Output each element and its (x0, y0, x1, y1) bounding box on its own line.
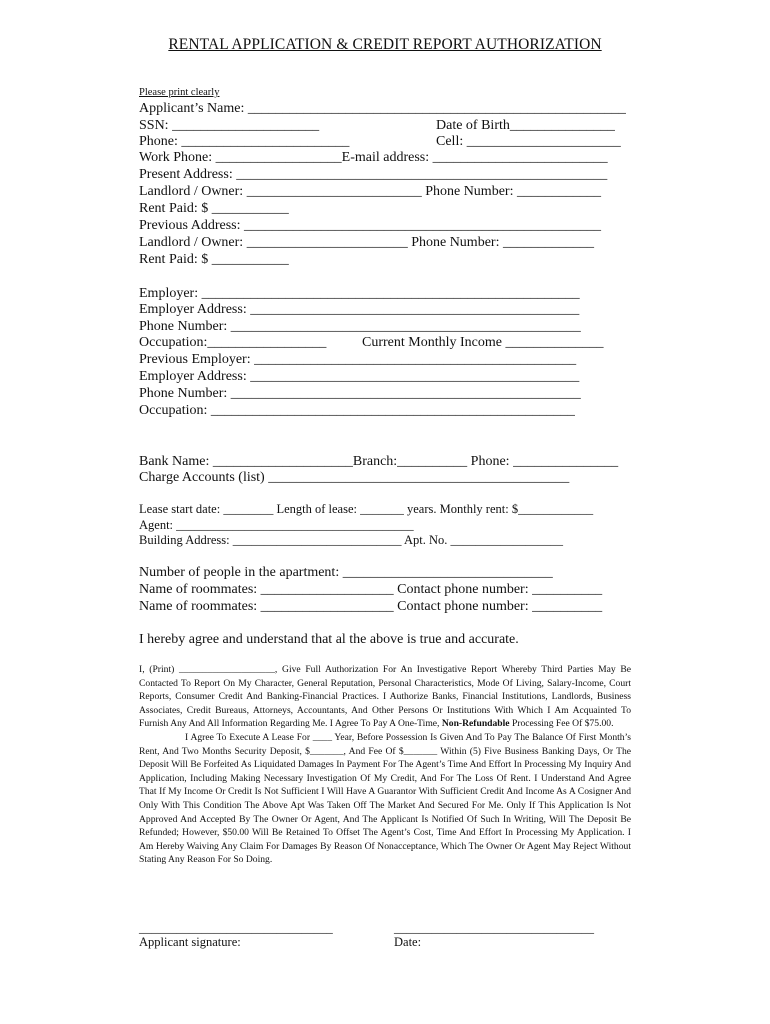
agreement-statement: I hereby agree and understand that al the above is true and accurate. (139, 632, 519, 647)
present-address-field[interactable]: Present Address: _____________________________________________________ (139, 167, 608, 182)
date-of-birth-field[interactable]: Date of Birth_______________ (436, 118, 615, 133)
employer-phone-field[interactable]: Phone Number: __________________________________________________ (139, 319, 581, 334)
previous-employer-phone-field[interactable]: Phone Number: __________________________________________________ (139, 386, 581, 401)
lease-terms-text: I Agree To Execute A Lease For ____ Year, Before Possession Is Given And To Pay The Balance Of First Month’s Rent, And Two Months Security Deposit, $_______, And Fee Of $_______ Within (5) Five Business Banking Days, Or The Deposit Will Be Forfeited As Liquidated Damages In Payment For The Agent’s Time And Effort In Processing My Inquiry And Application, Including Making Necessary Investigation Of My Credit, And For The Loss Of Rent. I Understand And Agree That If My Income Or Credit Is Not Sufficient I Will Have A Guarantor With Sufficient Credit And Income As A Cosigner And Only With This Condition The Above Apt Was Taken Off The Market And Secured For Me. Only If This Application Is Not Approved And Accepted By The Owner Or Agent, And The Applicant Is Notified Of Such In Writing, Will The Deposit Be Refunded; However, $50.00 Will Be Retained To Offset The Agent’s Cost, Time And Effort In Processing My Application. I Am Hereby Waiving Any Claim For Damages By Reason Of Nonacceptance, Which The Owner Or Agent May Reject Without Stating Any Reason For So Doing. (139, 731, 631, 866)
charge-accounts-field[interactable]: Charge Accounts (list) ___________________________________________ (139, 470, 570, 485)
previous-employer-field[interactable]: Previous Employer: ______________________________________________ (139, 352, 577, 367)
landlord-owner-field[interactable]: Landlord / Owner: _________________________ Phone Number: ____________ (139, 184, 601, 199)
previous-rent-paid-field[interactable]: Rent Paid: $ ___________ (139, 252, 289, 267)
previous-occupation-field[interactable]: Occupation: ____________________________________________________ (139, 403, 575, 418)
roommate-2-field[interactable]: Name of roommates: ___________________ Contact phone number: __________ (139, 599, 603, 614)
roommate-1-field[interactable]: Name of roommates: ___________________ Contact phone number: __________ (139, 582, 603, 597)
ssn-field[interactable]: SSN: _____________________ (139, 118, 320, 133)
previous-address-field[interactable]: Previous Address: ___________________________________________________ (139, 218, 601, 233)
number-of-people-field[interactable]: Number of people in the apartment: ______________________________ (139, 565, 553, 580)
bank-field[interactable]: Bank Name: ____________________Branch:__________ Phone: _______________ (139, 454, 619, 469)
authorization-part-1: I, (Print) ____________________, Give Full Authorization For An Investigative Report Whereby Third Parties May Be Contacted To Report On My Character, General Reputation, Personal Characteristics, Mode Of Living, Salary-Income, Court Reports, Consumer Credit And Banking-Financial Practices. I Authorize Banks, Financial Institutions, Landlords, Business Associates, Credit Bureaus, Attorneys, Accountants, And Other Persons Or Institutions With Which I Am Acquainted To Furnish Any And All Information Regarding Me. I Agree To Pay A One-Time, (139, 664, 631, 730)
lease-terms-field[interactable]: Lease start date: ________ Length of lease: _______ years. Monthly rent: $____________ (139, 502, 594, 516)
employer-field[interactable]: Employer: ______________________________________________________ (139, 286, 580, 301)
employer-address-field[interactable]: Employer Address: _______________________________________________ (139, 302, 580, 317)
print-note: Please print clearly (139, 87, 220, 98)
building-address-field[interactable]: Building Address: ___________________________ Apt. No. __________________ (139, 533, 563, 547)
non-refundable-bold: Non-Refundable (441, 718, 510, 730)
previous-employer-address-field[interactable]: Employer Address: _______________________________________________ (139, 369, 580, 384)
occupation-field[interactable]: Occupation:_________________ (139, 335, 327, 350)
authorization-text (139, 663, 631, 867)
phone-field[interactable]: Phone: ________________________ (139, 134, 350, 149)
rent-paid-field[interactable]: Rent Paid: $ ___________ (139, 201, 289, 216)
monthly-income-field[interactable]: Current Monthly Income ______________ (362, 335, 604, 350)
authorization-part-2: Processing Fee Of $75.00. (509, 718, 614, 730)
date-line[interactable]: ________________________________ (394, 921, 594, 935)
signature-label: Applicant signature: (139, 935, 241, 949)
cell-field[interactable]: Cell: ______________________ (436, 134, 621, 149)
date-label: Date: (394, 935, 422, 949)
previous-landlord-owner-field[interactable]: Landlord / Owner: _______________________ Phone Number: _____________ (139, 235, 594, 250)
work-phone-email-field[interactable]: Work Phone: __________________E-mail address: _________________________ (139, 150, 608, 165)
applicant-name-field[interactable]: Applicant’s Name: ______________________________________________________ (139, 101, 626, 116)
signature-line[interactable]: _______________________________ (139, 921, 333, 935)
agent-field[interactable]: Agent: ______________________________________ (139, 518, 414, 532)
page-title: RENTAL APPLICATION & CREDIT REPORT AUTHORIZATION (168, 36, 602, 53)
